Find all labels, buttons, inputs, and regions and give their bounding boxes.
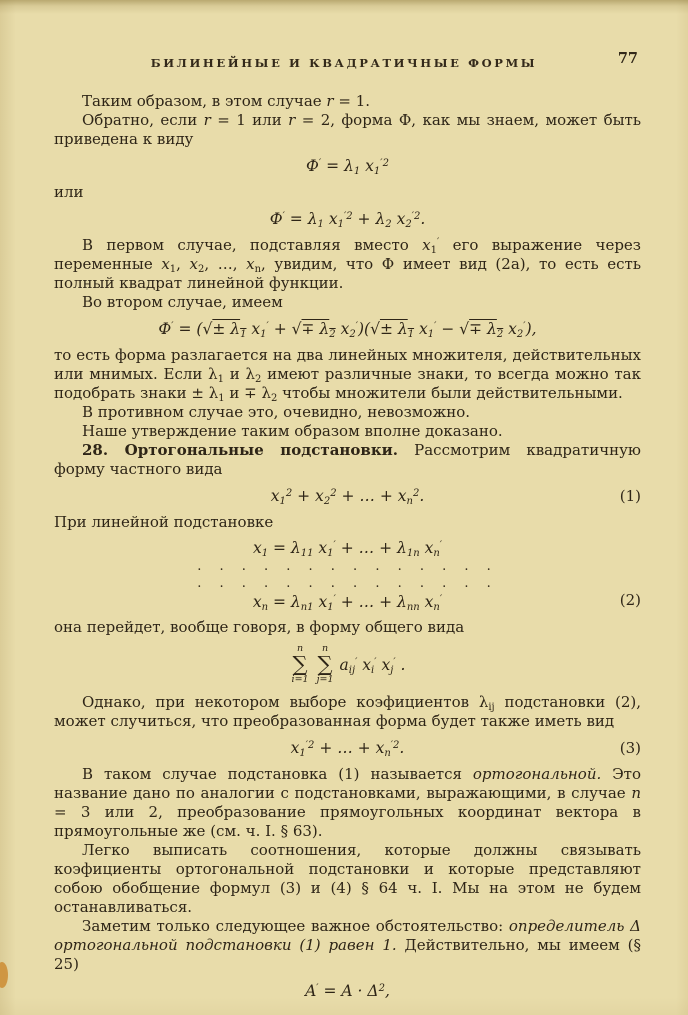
paragraph-otherwise: В противном случае это, очевидно, невозможно. xyxy=(82,403,471,421)
paragraph-linear-substitution: При линейной подстановке xyxy=(54,513,274,531)
system-line-n: $x_n = \lambda_{n1}$ $x_1'$ + … + $\lambda_{nn}$ $x_n'$ xyxy=(252,593,443,613)
determinant-statement: определитель Δ ортогональной подстановки (1) равен 1. xyxy=(54,916,642,954)
paragraph-second-case: Во втором случае, имеем xyxy=(82,293,283,311)
sum-expression: $a_{ij}'$ $x_i'$ $x_j'$ . xyxy=(339,655,406,676)
sigma-icon: ∑ xyxy=(292,652,308,677)
paragraph-general-form: она перейдет, вообще говоря, в форму общего вида xyxy=(54,618,465,636)
paragraph-linear-factors: то есть форма разлагается на два линейных множителя, действительных или мнимых. Если $\lambda_1$ и $\lambda_2$ имеют различные знаки, то всегда можно так подобрать знаки ± $\lambda_1$ $и \mp \lambda_2$ чтобы множители были действительными. xyxy=(54,346,641,404)
sigma-icon: ∑ xyxy=(317,652,333,677)
paragraph-conversely: Обратно, если r = 1 или r = 2, форма Ф, как мы знаем, может быть приведена к виду xyxy=(54,111,642,148)
system-dots-1: . . . . . . . . . . . . . . xyxy=(197,559,498,574)
paragraph-orthogonal-definition: В таком случае подстановка (1) называется ортогональной. Это название дано по аналогии с подстановками, выражающими, в случае n = 3 или 2, преобразование прямоугольных координат вектора в прямоугольные же (см. ч. I. § 63). xyxy=(54,764,642,840)
formula-2-substitution-system xyxy=(54,538,641,612)
page-number: 77 xyxy=(617,50,638,67)
paragraph-first-case: В первом случае, подставляя вместо $x_1'$ его выражение через переменные $x_1$, $x_2$, …, $x_n$, увидим, что Ф имеет вид (2а), то есть есть полный квадрат линейной функции. xyxy=(54,236,641,292)
equation-label-1: (1) xyxy=(619,487,641,505)
formula-determinant: $A' = A \cdot \Delta^2$, xyxy=(305,981,390,1000)
section-heading: 28. Ортогональные подстановки. xyxy=(82,441,399,459)
section-intro: Рассмотрим квадратичную форму частного вида xyxy=(54,441,641,478)
page-header xyxy=(0,0,688,71)
paragraph-however: Однако, при некотором выборе коэфициентов $\lambda_{ij}$ подстановки (2), может случиться, что преобразованная форма будет также иметь вид xyxy=(54,692,641,730)
system-dots-2: . . . . . . . . . . . . . . xyxy=(197,576,498,591)
formula-1-sum-of-squares: $x_1^2 + x_2^2$ + … + $x_n^2$. (1) xyxy=(270,487,641,507)
paragraph-or: или xyxy=(54,183,84,201)
paragraph-section-28 xyxy=(54,441,641,479)
term-orthogonal: ортогональной. xyxy=(472,764,602,783)
equation-label-2: (2) xyxy=(619,591,641,609)
system-line-1: $x_1 = \lambda_{11}$ $x_1'$ + … + $\lambda_{1n}$ $x_n'$ xyxy=(252,539,443,559)
paragraph-determinant-note: Заметим только следующее важное обстоятельство: определитель Δ ортогональной подстановки (1) равен 1. Действительно, мы имеем (§ 25) xyxy=(54,916,642,973)
running-title: БИЛИНЕЙНЫЕ И КВАДРАТИЧНЫЕ ФОРМЫ xyxy=(150,56,538,70)
paragraph-relations: Легко выписать соотношения, которые должны связывать коэфициенты ортогональной подстановки и которые представляют собою обобщение формул (3) и (4) § 64 ч. I. Мы на этом не будем останавливаться. xyxy=(54,840,641,916)
equation-label-3: (3) xyxy=(619,738,641,757)
sum-over-j: n ∑ j=1 xyxy=(316,643,334,686)
page-body xyxy=(0,71,688,1001)
sum-over-i: n ∑ i=1 xyxy=(291,643,309,686)
paragraph-statement-proved: Наше утверждение таким образом вполне доказано. xyxy=(82,422,503,440)
formula-double-sum xyxy=(54,644,641,686)
formula-factorization: Ф′ = (√± $\lambda_1$ $x_1'$ + √∓ $\lambda_2$ $x_2')(√\pm \lambda_1$ $x_1'$ − √∓ $\lambda_2$ $x_2'$), xyxy=(158,320,537,340)
formula-phi-one-term: $Ф' = \lambda_1$ $x_1^{'2}$ xyxy=(306,157,389,177)
formula-phi-two-terms: $Ф' = \lambda_1$ $x_1^{'2} + \lambda_2$ $x_2^{'2}$. xyxy=(269,210,426,230)
formula-3-transformed: $x_1^{'2}$ + … + $x_n^{'2}$. (3) xyxy=(290,738,641,759)
paragraph-case-r1: Таким образом, в этом случае r = 1. xyxy=(82,92,371,110)
